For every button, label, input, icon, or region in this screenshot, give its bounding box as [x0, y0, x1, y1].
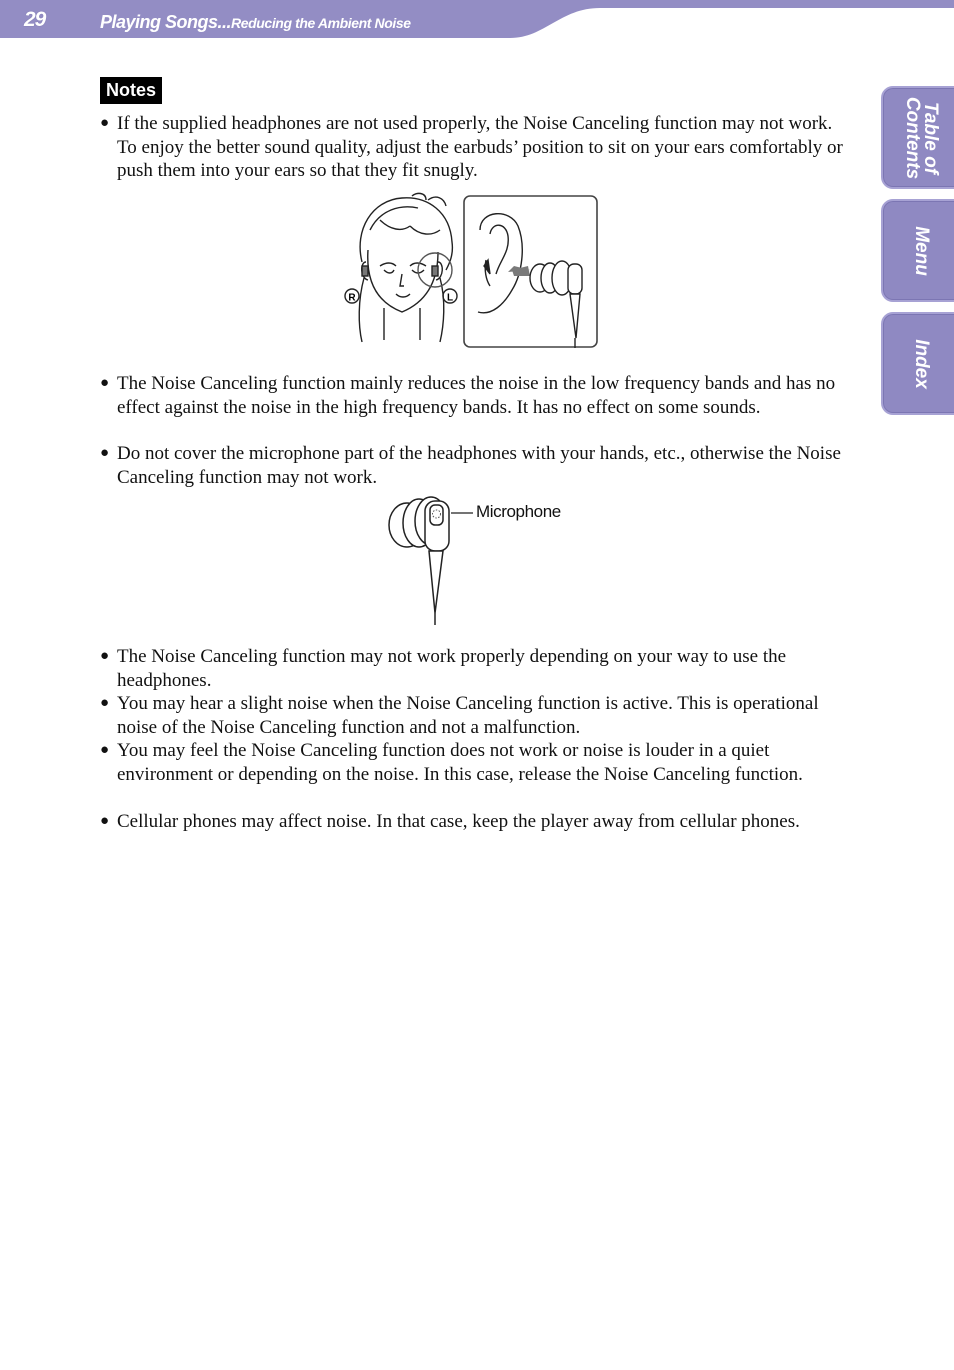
bullet-icon: ● — [100, 695, 110, 711]
breadcrumb[interactable] — [100, 12, 411, 33]
tab-table-of-contents[interactable] — [881, 86, 954, 189]
tab-label: Menu — [911, 225, 932, 276]
note-item: ● If the supplied headphones are not used properly, the Noise Canceling function may not work. To enjoy the better sound quality, adjust the earbuds’ position to sit on your ears comfortably or push them into your ears so that they fit snugly. — [100, 113, 843, 181]
note-item: ● Cellular phones may affect noise. In that case, keep the player away from cellular phones. — [100, 811, 800, 832]
page-header — [0, 0, 954, 40]
tab-label: Table of Contents — [902, 96, 941, 179]
breadcrumb-section: Playing Songs... — [100, 12, 232, 32]
bullet-icon: ● — [100, 648, 110, 664]
note-item: ● Do not cover the microphone part of the headphones with your hands, etc., otherwise the Noise Canceling function may not work. — [100, 443, 841, 488]
note-item: ● You may hear a slight noise when the Noise Canceling function is active. This is operational noise of the Noise Canceling function and not a malfunction. — [100, 693, 819, 738]
left-marker: L — [446, 292, 454, 304]
note-item: ● The Noise Canceling function mainly reduces the noise in the low frequency bands and has no effect against the noise in the high frequency bands. It has no effect on some sounds. — [100, 373, 836, 418]
bullet-icon: ● — [100, 445, 110, 461]
tab-label: Index — [911, 338, 932, 389]
right-marker: R — [348, 292, 356, 304]
bullet-icon: ● — [100, 813, 110, 829]
note-item: ● The Noise Canceling function may not work properly depending on your way to use the headphones. — [100, 646, 787, 691]
earbud-fit-illustration — [340, 190, 602, 350]
tab-index[interactable] — [881, 312, 954, 415]
bullet-icon: ● — [100, 742, 110, 758]
note-item: ● You may feel the Noise Canceling function does not work or noise is louder in a quiet environment or depending on the noise. In this case, release the Noise Canceling function. — [100, 740, 803, 785]
breadcrumb-subsection: Reducing the Ambient Noise — [231, 15, 411, 31]
microphone-callout: Microphone — [476, 502, 561, 521]
notes-badge: Notes — [100, 77, 162, 104]
bullet-icon: ● — [100, 375, 110, 391]
tab-menu[interactable] — [881, 199, 954, 302]
microphone-illustration — [385, 495, 475, 627]
page-number: 29 — [24, 8, 46, 31]
bullet-icon: ● — [100, 115, 110, 131]
